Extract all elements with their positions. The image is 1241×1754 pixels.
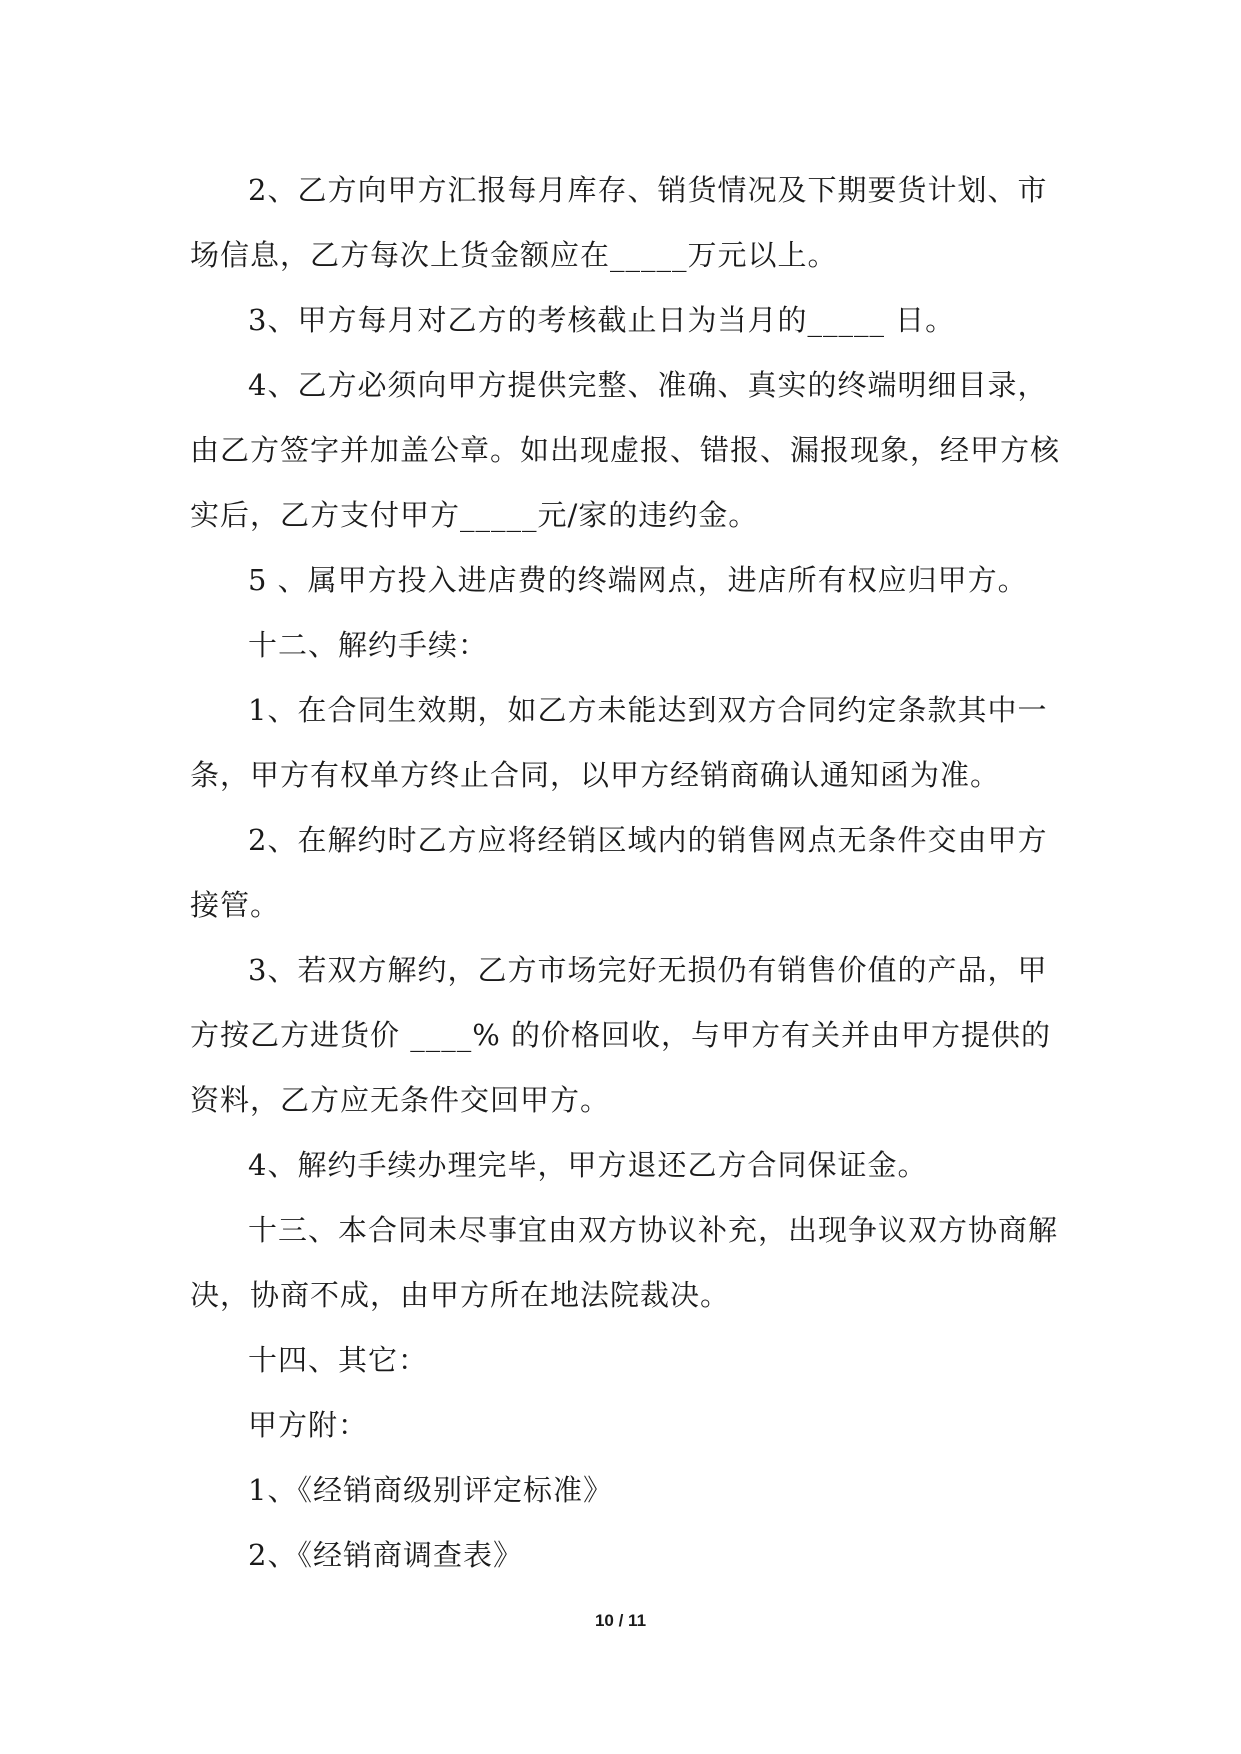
page-number: 10 / 11 <box>594 1611 647 1630</box>
paragraph-termination-2: 2、在解约时乙方应将经销区域内的销售网点无条件交由甲方接管。 <box>190 823 1048 922</box>
paragraph-terminal-list: 4、乙方必须向甲方提供完整、准确、真实的终端明细目录，由乙方签字并加盖公章。如出现虚报、错报、漏报现象，经甲方核实后，乙方支付甲方_____元/家的违约金。 <box>190 368 1061 532</box>
attachment-item-1: 1、《经销商级别评定标准》 <box>248 1473 613 1507</box>
section-heading-other: 十四、其它： <box>248 1343 429 1377</box>
document-body <box>190 158 1070 1588</box>
paragraph-termination-3: 3、若双方解约，乙方市场完好无损仍有销售价值的产品，甲方按乙方进货价 ____% 的价格回收，与甲方有关并由甲方提供的资料，乙方应无条件交回甲方。 <box>190 953 1051 1117</box>
section-heading-supplement: 十三、本合同未尽事宜由双方协议补充，出现争议双方协商解决，协商不成，由甲方所在地法院裁决。 <box>190 1213 1059 1312</box>
attachment-item-2: 2、《经销商调查表》 <box>248 1538 523 1572</box>
paragraph-party-a-attachments: 甲方附： <box>248 1408 369 1442</box>
paragraph-termination-1: 1、在合同生效期，如乙方未能达到双方合同约定条款其中一条，甲方有权单方终止合同，以甲方经销商确认通知函为准。 <box>190 693 1048 792</box>
paragraph-assessment-date: 3、甲方每月对乙方的考核截止日为当月的_____ 日。 <box>248 303 956 337</box>
paragraph-termination-4: 4、解约手续办理完毕，甲方退还乙方合同保证金。 <box>248 1148 928 1182</box>
paragraph-report-inventory: 2、乙方向甲方汇报每月库存、销货情况及下期要货计划、市场信息，乙方每次上货金额应在_____万元以上。 <box>190 173 1048 272</box>
paragraph-store-ownership: 5 、属甲方投入进店费的终端网点，进店所有权应归甲方。 <box>248 563 1028 597</box>
section-heading-termination: 十二、解约手续： <box>248 628 489 662</box>
